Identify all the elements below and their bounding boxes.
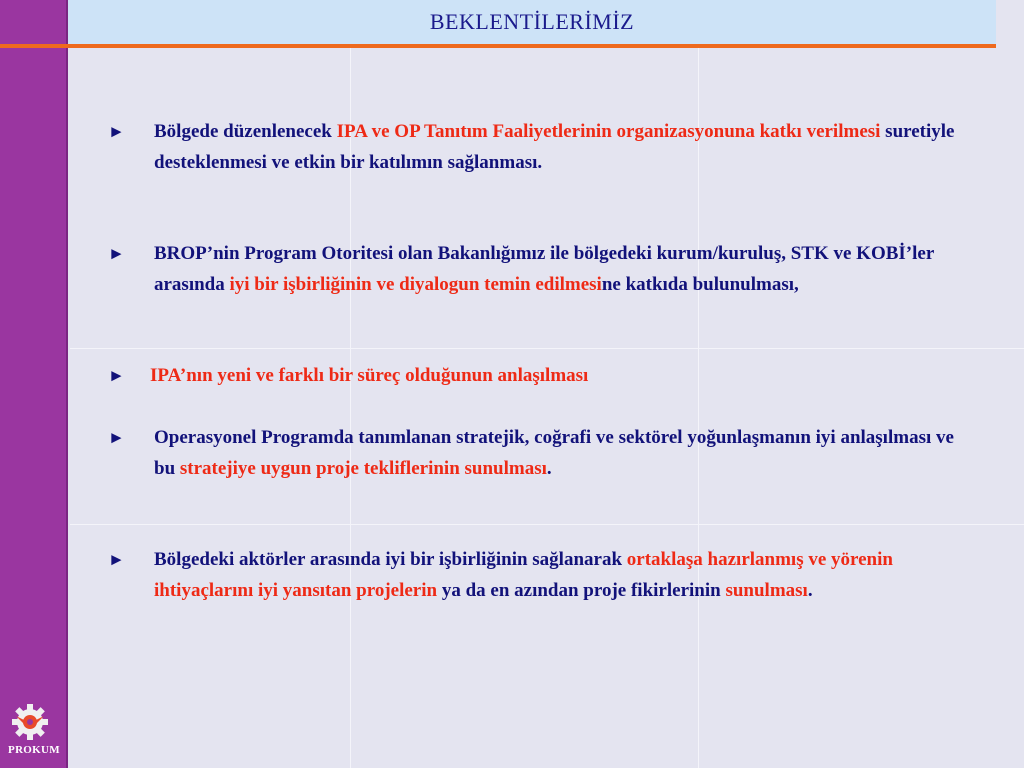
bullet-item-4	[108, 422, 968, 484]
bullet-arrow-icon: ►	[108, 550, 125, 569]
bullet-arrow-icon: ►	[108, 244, 125, 263]
text-run: ya da en azından proje fikirlerinin	[437, 580, 726, 601]
text-run: ne katkıda bulunulması,	[601, 274, 799, 295]
bullet-arrow-icon: ►	[108, 428, 125, 447]
slide-title: BEKLENTİLERİMİZ	[429, 9, 635, 34]
bullet-item-2	[108, 238, 968, 300]
text-run: BROP’nin Program Otoritesi olan Bakanlığımız ile bölgedeki kurum/kuruluş, STK ve KOBİ’ler arasında	[154, 243, 934, 295]
text-run: .	[546, 458, 552, 479]
bullet-text	[154, 116, 968, 178]
highlight-run: IPA’nın yeni ve farklı bir süreç olduğunun anlaşılması	[150, 365, 589, 386]
bullet-text	[154, 422, 968, 484]
bullet-item-3	[108, 360, 968, 391]
text-run: suretiyle desteklenmesi ve etkin bir katılımın sağlanması.	[154, 121, 955, 173]
text-run: Operasyonel Programda tanımlanan stratejik, coğrafi ve sektörel yoğunlaşmanın iyi anlaşılması ve bu	[154, 427, 954, 479]
highlight-run: sunulması	[725, 580, 808, 601]
bullet-text	[154, 238, 968, 300]
bullet-item-1	[108, 116, 968, 178]
text-run: .	[807, 580, 813, 601]
text-run: Bölgedeki aktörler arasında iyi bir işbirliğinin sağlanarak	[154, 549, 627, 570]
gear-icon	[0, 700, 68, 748]
bullet-arrow-icon: ►	[108, 366, 125, 385]
bullet-item-5	[108, 544, 968, 606]
highlight-run: stratejiye uygun proje tekliflerinin sunulması	[179, 458, 547, 479]
logo-text: PROKUM	[8, 744, 60, 756]
prokum-logo	[0, 700, 68, 768]
bullet-arrow-icon: ►	[108, 122, 125, 141]
highlight-run: ortaklaşa hazırlanmış ve yörenin ihtiyaçlarını iyi yansıtan projelerin	[154, 549, 893, 601]
bullet-text	[150, 360, 968, 391]
bullet-text	[154, 544, 968, 606]
text-run: Bölgede düzenlenecek	[154, 121, 337, 142]
highlight-run: iyi bir işbirliğinin ve diyalogun temin edilmesi	[229, 274, 602, 295]
highlight-run: IPA ve OP Tanıtım Faaliyetlerinin organizasyonuna katkı verilmesi	[336, 121, 881, 142]
